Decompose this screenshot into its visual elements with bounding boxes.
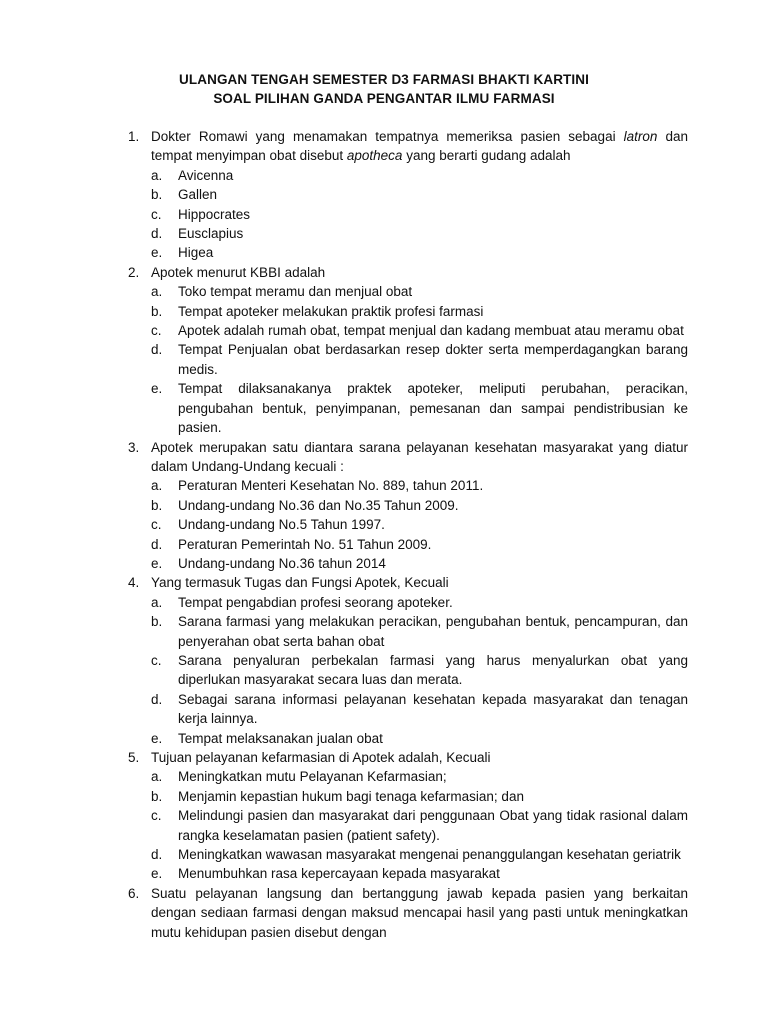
question-number: 5. <box>128 750 140 765</box>
question-1 <box>128 127 688 263</box>
question-text: Yang termasuk Tugas dan Fungsi Apotek, Kecuali <box>151 575 449 591</box>
option-c: c. Sarana penyaluran perbekalan farmasi yang harus menyalurkan obat yang diperlukan masyarakat secara luas dan merata. <box>151 652 688 688</box>
question-number: 3. <box>128 439 140 455</box>
question-text: Dokter Romawi yang menamakan tempatnya memeriksa pasien sebagai latron dan tempat menyimpan obat disebut apotheca yang berarti gudang adalah <box>151 129 688 164</box>
option-b: b. Gallen <box>151 187 218 203</box>
option-d: d. Peraturan Pemerintah No. 51 Tahun 2009. <box>151 536 432 552</box>
option-b: b. Undang-undang No.36 dan No.35 Tahun 2009. <box>151 497 459 513</box>
option-a: a. Tempat pengabdian profesi seorang apoteker. <box>151 594 453 610</box>
option-a: a. Toko tempat meramu dan menjual obat <box>151 284 413 300</box>
option-c: c. Melindungi pasien dan masyarakat dari penggunaan Obat yang tidak rasional dalam rangka keselamatan pasien (patient safety). <box>151 808 688 843</box>
option-c: c. Hippocrates <box>151 206 251 222</box>
question-text: Tujuan pelayanan kefarmasian di Apotek adalah, Kecuali <box>151 750 491 765</box>
option-d: d. Sebagai sarana informasi pelayanan kesehatan kepada masyarakat dan tenagan kerja lainnya. <box>151 691 688 727</box>
italic-term-latron: latron <box>623 129 658 144</box>
option-a: a. Meningkatkan mutu Pelayanan Kefarmasian; <box>151 769 447 785</box>
question-number: 1. <box>128 129 140 144</box>
question-5 <box>128 748 688 884</box>
option-list <box>151 476 688 573</box>
question-3 <box>128 438 688 574</box>
option-e: e. Menumbuhkan rasa kepercayaan kepada masyarakat <box>151 866 500 882</box>
document-header <box>0 70 768 108</box>
option-c: c. Undang-undang No.5 Tahun 1997. <box>151 517 385 533</box>
question-6 <box>128 884 688 942</box>
option-b: b. Tempat apoteker melakukan praktik profesi farmasi <box>151 303 484 319</box>
question-list <box>128 127 688 942</box>
option-a: a. Avicenna <box>151 167 234 183</box>
option-list <box>151 166 688 263</box>
question-text: Apotek menurut KBBI adalah <box>151 264 326 280</box>
question-number: 4. <box>128 575 140 591</box>
option-e: e. Undang-undang No.36 tahun 2014 <box>151 555 386 571</box>
question-text: Apotek merupakan satu diantara sarana pelayanan kesehatan masyarakat yang diatur dalam Undang-Undang kecuali : <box>151 439 688 474</box>
option-c: c. Apotek adalah rumah obat, tempat menjual dan kadang membuat atau meramu obat <box>151 323 684 339</box>
question-4 <box>128 573 688 748</box>
option-e: e. Higea <box>151 245 214 261</box>
question-text: Suatu pelayanan langsung dan bertanggung jawab kepada pasien yang berkaitan dengan sediaan farmasi dengan maksud mencapai hasil yang pasti untuk meningkatkan mutu kehidupan pasien disebut dengan <box>151 885 688 940</box>
option-list <box>151 593 688 748</box>
option-b: b. Menjamin kepastian hukum bagi tenaga kefarmasian; dan <box>151 788 524 804</box>
option-a: a. Peraturan Menteri Kesehatan No. 889, tahun 2011. <box>151 478 484 494</box>
question-2 <box>128 263 688 438</box>
option-b: b. Sarana farmasi yang melakukan peracikan, pengubahan bentuk, pencampuran, dan penyerahan obat serta bahan obat <box>151 614 688 649</box>
question-number: 2. <box>128 264 140 280</box>
option-d: d. Tempat Penjualan obat berdasarkan resep dokter serta memperdagangkan barang medis. <box>151 342 688 377</box>
exam-title: ULANGAN TENGAH SEMESTER D3 FARMASI BHAKTI KARTINI <box>179 72 589 87</box>
option-e: e. Tempat dilaksanakanya praktek apoteker, meliputi perubahan, peracikan, pengubahan bentuk, penyimpanan, pemesanan dan sampai pendistribusian ke pasien. <box>151 381 688 436</box>
question-number: 6. <box>128 885 140 901</box>
italic-term-apotheca: apotheca <box>346 148 403 164</box>
option-d: d. Meningkatkan wawasan masyarakat mengenai penanggulangan kesehatan geriatrik <box>151 847 681 863</box>
option-list <box>151 282 688 437</box>
option-e: e. Tempat melaksanakan jualan obat <box>151 730 383 746</box>
exam-subtitle: SOAL PILIHAN GANDA PENGANTAR ILMU FARMASI <box>213 91 555 106</box>
option-list <box>151 767 688 883</box>
option-d: d. Eusclapius <box>151 226 244 242</box>
